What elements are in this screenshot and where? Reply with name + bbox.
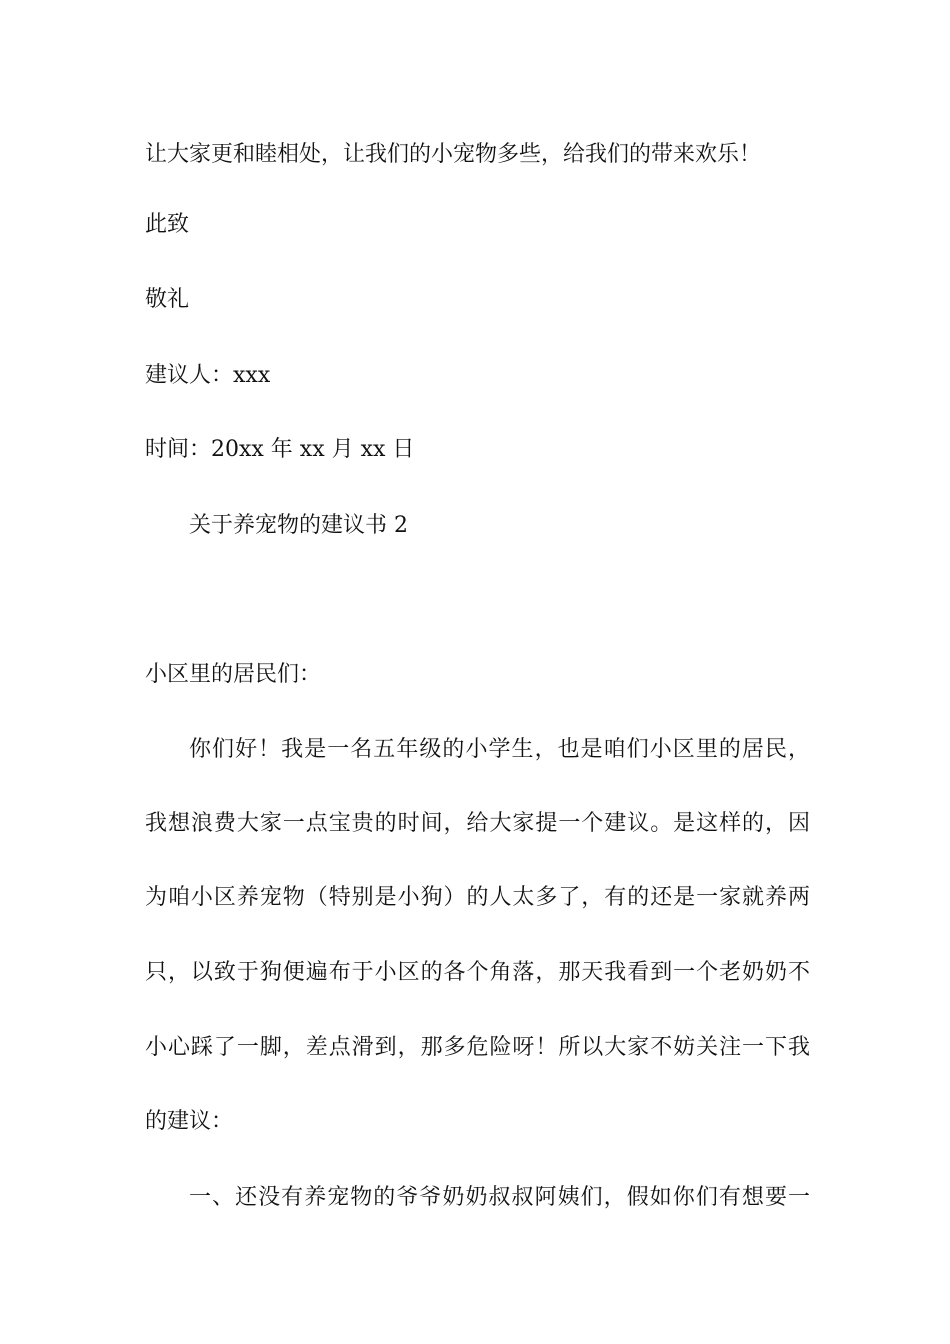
paragraph-line: 你们好！我是一名五年级的小学生，也是咱们小区里的居民，: [189, 737, 810, 762]
closing-line: 让大家更和睦相处，让我们的小宠物多些，给我们的带来欢乐！: [145, 142, 762, 167]
paragraph-line: 一、还没有养宠物的爷爷奶奶叔叔阿姨们，假如你们有想要一: [189, 1185, 810, 1210]
section-title: 关于养宠物的建议书 2: [189, 513, 408, 538]
paragraph-line: 小心踩了一脚，差点滑到，那多危险呀！所以大家不妨关注一下我: [145, 1035, 810, 1060]
signer-line: 建议人：xxx: [145, 363, 271, 388]
salutation-close-2: 敬礼: [145, 287, 190, 312]
paragraph-line: 我想浪费大家一点宝贵的时间，给大家提一个建议。是这样的，因: [145, 811, 810, 836]
paragraph-line: 只，以致于狗便遍布于小区的各个角落，那天我看到一个老奶奶不: [145, 960, 810, 985]
paragraph-line: 为咱小区养宠物（特别是小狗）的人太多了，有的还是一家就养两: [145, 885, 810, 910]
salutation-close-1: 此致: [145, 212, 190, 237]
date-line: 时间：20xx 年 xx 月 xx 日: [145, 437, 415, 462]
greeting-line: 小区里的居民们：: [145, 662, 322, 687]
paragraph-line: 的建议：: [145, 1109, 234, 1134]
